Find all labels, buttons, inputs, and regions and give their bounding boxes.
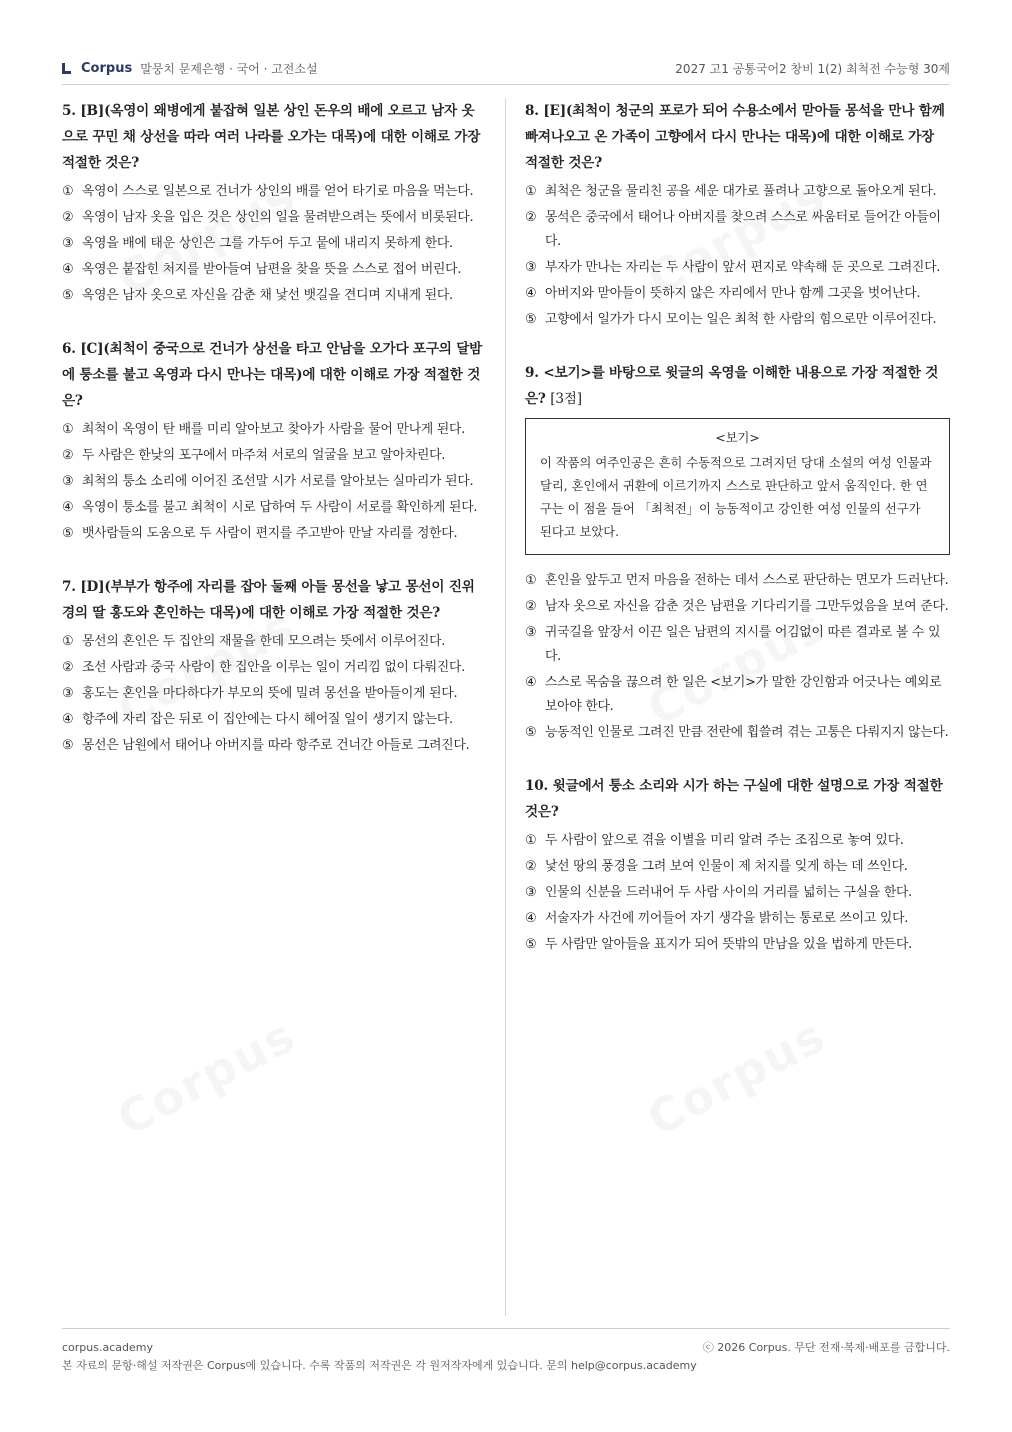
question-stem: 5. [B](옥영이 왜병에게 붙잡혀 일본 상인 돈우의 배에 오르고 남자 옷으로 꾸민 채 상선을 따라 여러 나라를 오가는 대목)에 대한 이해로 가장 적절한 것은?	[62, 103, 481, 171]
watermark	[109, 1008, 305, 1146]
answer-option-3[interactable]: ③ 옥영을 배에 태운 상인은 그를 가두어 두고 뭍에 내리지 못하게 한다.	[62, 236, 453, 251]
footer-site-link[interactable]: corpus.academy	[62, 1341, 153, 1354]
answer-option-1[interactable]: ① 두 사람이 앞으로 겪을 이별을 미리 알려 주는 조짐으로 놓여 있다.	[525, 833, 904, 848]
answer-option-3[interactable]: ③ 부자가 만나는 자리는 두 사람이 앞서 편지로 약속해 둔 곳으로 그려진다.	[525, 260, 941, 275]
answer-option-3[interactable]: ③ 홍도는 혼인을 마다하다가 부모의 뜻에 밀려 몽선을 받아들이게 된다.	[62, 686, 458, 701]
answer-option-1[interactable]: ① 최척은 청군을 물리친 공을 세운 대가로 풀려나 고향으로 돌아오게 된다.	[525, 184, 937, 199]
brand-name: Corpus	[81, 61, 133, 76]
answer-option-2[interactable]: ② 옥영이 남자 옷을 입은 것은 상인의 일을 물려받으려는 뜻에서 비롯된다.	[62, 210, 474, 225]
question-6	[62, 336, 487, 546]
bogi-title: <보기>	[715, 431, 760, 445]
bogi-text: 이 작품의 여주인공은 흔히 수동적으로 그려지던 당대 소설의 여성 인물과 달리, 혼인에서 귀환에 이르기까지 스스로 판단하고 앞서 움직인다. 한 연구는 이 점을 들어 「최척전」이 능동적이고 강인한 여성 인물의 선구가 된다고 보았다.	[540, 456, 932, 539]
answer-option-2[interactable]: ② 몽석은 중국에서 태어나 아버지를 찾으려 스스로 싸움터로 들어간 아들이다.	[525, 210, 941, 249]
question-5	[62, 98, 487, 308]
question-stem: 8. [E](최척이 청군의 포로가 되어 수용소에서 맏아들 몽석을 만나 함께 빠져나오고 온 가족이 고향에서 다시 만나는 대목)에 대한 이해로 가장 적절한 것은?	[525, 103, 945, 171]
header-left	[62, 60, 318, 77]
footer-notice: 본 자료의 문항·해설 저작권은 Corpus에 있습니다. 수록 작품의 저작권은 각 원저작자에게 있습니다. 문의 help@corpus.academy	[62, 1359, 697, 1372]
answer-option-5[interactable]: ⑤ 고향에서 일가가 다시 모이는 일은 최척 한 사람의 힘으로만 이루어진다.	[525, 312, 937, 327]
footer-copyright: ⓒ 2026 Corpus. 무단 전재·복제·배포를 금합니다.	[702, 1341, 950, 1354]
page-header	[62, 56, 950, 85]
answer-option-5[interactable]: ⑤ 옥영은 남자 옷으로 자신을 감춘 채 낯선 뱃길을 견디며 지내게 된다.	[62, 288, 453, 303]
answer-option-2[interactable]: ② 남자 옷으로 자신을 감춘 것은 남편을 기다리기를 그만두었음을 보여 준다.	[525, 599, 949, 614]
answer-option-1[interactable]: ① 혼인을 앞두고 먼저 마음을 전하는 데서 스스로 판단하는 면모가 드러난다.	[525, 573, 949, 588]
question-8	[525, 98, 950, 332]
answer-option-4[interactable]: ④ 옥영이 퉁소를 불고 최척이 시로 답하여 두 사람이 서로를 확인하게 된다.	[62, 500, 478, 515]
page-footer	[62, 1328, 950, 1375]
corpus-logo-icon	[62, 63, 73, 74]
answer-option-3[interactable]: ③ 최척의 퉁소 소리에 이어진 조선말 시가 서로를 알아보는 실마리가 된다.	[62, 474, 474, 489]
section-path: 말뭉치 문제은행 · 국어 · 고전소설	[140, 62, 318, 76]
answer-option-2[interactable]: ② 조선 사람과 중국 사람이 한 집안을 이루는 일이 거리낌 없이 다뤄진다.	[62, 660, 466, 675]
answer-option-4[interactable]: ④ 아버지와 맏아들이 뜻하지 않은 자리에서 만나 함께 그곳을 벗어난다.	[525, 286, 921, 301]
question-stem: 10. 윗글에서 퉁소 소리와 시가 하는 구실에 대한 설명으로 가장 적절한 것은?	[525, 778, 943, 820]
bogi-box	[525, 418, 950, 555]
answer-option-1[interactable]: ① 옥영이 스스로 일본으로 건너가 상인의 배를 얻어 타기로 마음을 먹는다.	[62, 184, 474, 199]
column-divider	[505, 98, 506, 1316]
question-stem: 6. [C](최척이 중국으로 건너가 상선을 타고 안남을 오가다 포구의 달밤에 퉁소를 불고 옥영과 다시 만나는 대목)에 대한 이해로 가장 적절한 것은?	[62, 341, 483, 409]
question-10	[525, 773, 950, 957]
points-label: [3점]	[550, 391, 582, 407]
answer-option-4[interactable]: ④ 서술자가 사건에 끼어들어 자기 생각을 밝히는 통로로 쓰이고 있다.	[525, 911, 909, 926]
question-7	[62, 574, 487, 758]
right-column	[525, 98, 950, 985]
answer-option-5[interactable]: ⑤ 두 사람만 알아들을 표지가 되어 뜻밖의 만남을 있을 법하게 만든다.	[525, 937, 913, 952]
answer-option-3[interactable]: ③ 귀국길을 앞장서 이끈 일은 남편의 지시를 어김없이 따른 결과로 볼 수 있다.	[525, 625, 941, 664]
left-column	[62, 98, 487, 786]
answer-option-4[interactable]: ④ 항주에 자리 잡은 뒤로 이 집안에는 다시 헤어질 일이 생기지 않는다.	[62, 712, 453, 727]
watermark	[639, 1008, 835, 1146]
answer-option-4[interactable]: ④ 옥영은 붙잡힌 처지를 받아들여 남편을 찾을 뜻을 스스로 접어 버린다.	[62, 262, 462, 277]
question-stem: 7. [D](부부가 항주에 자리를 잡아 둘째 아들 몽선을 낳고 몽선이 진위경의 딸 홍도와 혼인하는 대목)에 대한 이해로 가장 적절한 것은?	[62, 579, 475, 621]
document-title: 2027 고1 공통국어2 창비 1(2) 최척전 수능형 30제	[675, 62, 950, 76]
question-9	[525, 360, 950, 745]
answer-option-2[interactable]: ② 낯선 땅의 풍경을 그려 보여 인물이 제 처지를 잊게 하는 데 쓰인다.	[525, 859, 908, 874]
answer-option-5[interactable]: ⑤ 뱃사람들의 도움으로 두 사람이 편지를 주고받아 만날 자리를 정한다.	[62, 526, 458, 541]
answer-option-2[interactable]: ② 두 사람은 한낮의 포구에서 마주쳐 서로의 얼굴을 보고 알아차린다.	[62, 448, 446, 463]
answer-option-1[interactable]: ① 몽선의 혼인은 두 집안의 재물을 한데 모으려는 뜻에서 이루어진다.	[62, 634, 446, 649]
question-stem: 9. <보기>를 바탕으로 윗글의 옥영을 이해한 내용으로 가장 적절한 것은? [3점]	[525, 365, 939, 407]
answer-option-4[interactable]: ④ 스스로 목숨을 끊으려 한 일은 <보기>가 말한 강인함과 어긋나는 예외로 보아야 한다.	[525, 675, 942, 714]
answer-option-5[interactable]: ⑤ 몽선은 남원에서 태어나 아버지를 따라 항주로 건너간 아들로 그려진다.	[62, 738, 470, 753]
answer-option-1[interactable]: ① 최척이 옥영이 탄 배를 미리 알아보고 찾아가 사람을 물어 만나게 된다.	[62, 422, 466, 437]
answer-option-5[interactable]: ⑤ 능동적인 인물로 그려진 만큼 전란에 휩쓸려 겪는 고통은 다뤄지지 않는다.	[525, 725, 949, 740]
answer-option-3[interactable]: ③ 인물의 신분을 드러내어 두 사람 사이의 거리를 넓히는 구실을 한다.	[525, 885, 913, 900]
